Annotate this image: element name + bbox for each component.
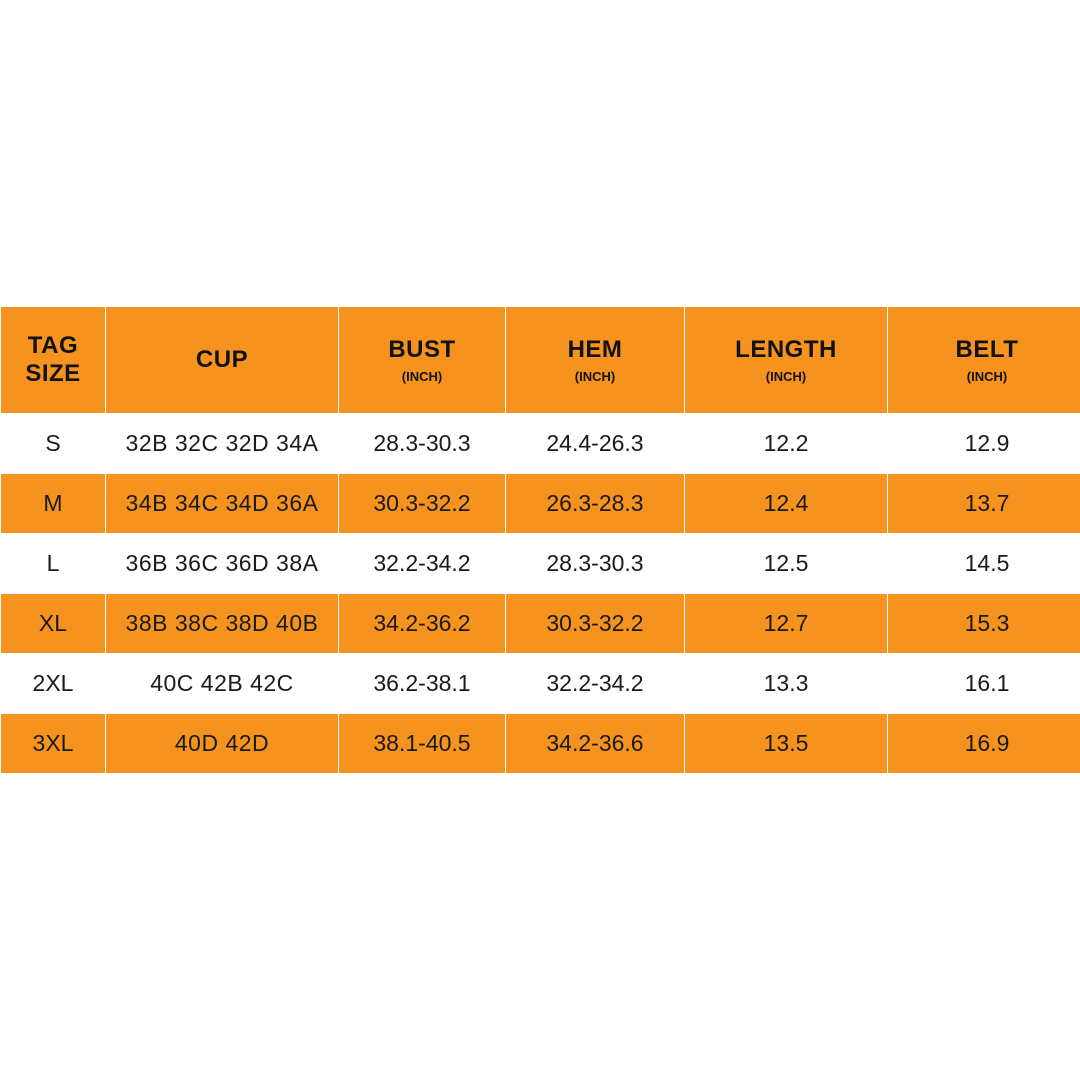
cell-length: 12.5 (685, 534, 888, 594)
cell-bust: 36.2-38.1 (339, 654, 506, 714)
cell-tag-size: M (1, 474, 106, 534)
table-row (1, 654, 1080, 714)
column-header-cup-label: CUP (195, 346, 249, 374)
cell-hem: 32.2-34.2 (506, 654, 685, 714)
cell-cup: 40C 42B 42C (106, 654, 339, 714)
cell-belt: 16.9 (888, 714, 1080, 774)
cell-hem: 24.4-26.3 (506, 414, 685, 474)
cell-length: 12.2 (685, 414, 888, 474)
cell-length: 13.5 (685, 714, 888, 774)
column-header-tag-size-line2: SIZE (25, 360, 81, 387)
table-body (1, 414, 1080, 774)
column-header-length-unit: (INCH) (765, 369, 807, 385)
cell-bust: 38.1-40.5 (339, 714, 506, 774)
cell-length: 12.4 (685, 474, 888, 534)
cell-tag-size: S (1, 414, 106, 474)
table-row (1, 594, 1080, 654)
cell-tag-size: L (1, 534, 106, 594)
column-header-belt-unit: (INCH) (966, 369, 1008, 385)
cell-bust: 30.3-32.2 (339, 474, 506, 534)
column-header-hem (506, 307, 685, 414)
cell-length: 13.3 (685, 654, 888, 714)
column-header-bust-unit: (INCH) (401, 369, 443, 385)
cell-length: 12.7 (685, 594, 888, 654)
table-row (1, 714, 1080, 774)
cell-belt: 16.1 (888, 654, 1080, 714)
cell-belt: 14.5 (888, 534, 1080, 594)
cell-cup: 32B 32C 32D 34A (106, 414, 339, 474)
column-header-length (685, 307, 888, 414)
cell-tag-size: XL (1, 594, 106, 654)
header-row (1, 307, 1080, 414)
table-row (1, 534, 1080, 594)
table-row (1, 414, 1080, 474)
column-header-belt-label: BELT (955, 335, 1019, 363)
column-header-hem-unit: (INCH) (574, 369, 616, 385)
size-chart-container (0, 306, 1080, 774)
cell-belt: 15.3 (888, 594, 1080, 654)
cell-hem: 34.2-36.6 (506, 714, 685, 774)
cell-belt: 12.9 (888, 414, 1080, 474)
column-header-belt (888, 307, 1080, 414)
table-header (1, 307, 1080, 414)
cell-cup: 40D 42D (106, 714, 339, 774)
column-header-bust (339, 307, 506, 414)
column-header-bust-label: BUST (388, 335, 456, 363)
column-header-hem-label: HEM (567, 335, 623, 363)
cell-bust: 34.2-36.2 (339, 594, 506, 654)
column-header-tag-size (1, 307, 106, 414)
column-header-tag-size-line1: TAG (27, 332, 79, 360)
cell-cup: 34B 34C 34D 36A (106, 474, 339, 534)
cell-cup: 38B 38C 38D 40B (106, 594, 339, 654)
cell-tag-size: 2XL (1, 654, 106, 714)
column-header-cup (106, 307, 339, 414)
cell-tag-size: 3XL (1, 714, 106, 774)
table-row (1, 474, 1080, 534)
column-header-length-label: LENGTH (735, 335, 837, 363)
cell-bust: 32.2-34.2 (339, 534, 506, 594)
cell-cup: 36B 36C 36D 38A (106, 534, 339, 594)
cell-hem: 26.3-28.3 (506, 474, 685, 534)
cell-hem: 30.3-32.2 (506, 594, 685, 654)
cell-hem: 28.3-30.3 (506, 534, 685, 594)
cell-bust: 28.3-30.3 (339, 414, 506, 474)
cell-belt: 13.7 (888, 474, 1080, 534)
size-chart-table (0, 306, 1080, 774)
